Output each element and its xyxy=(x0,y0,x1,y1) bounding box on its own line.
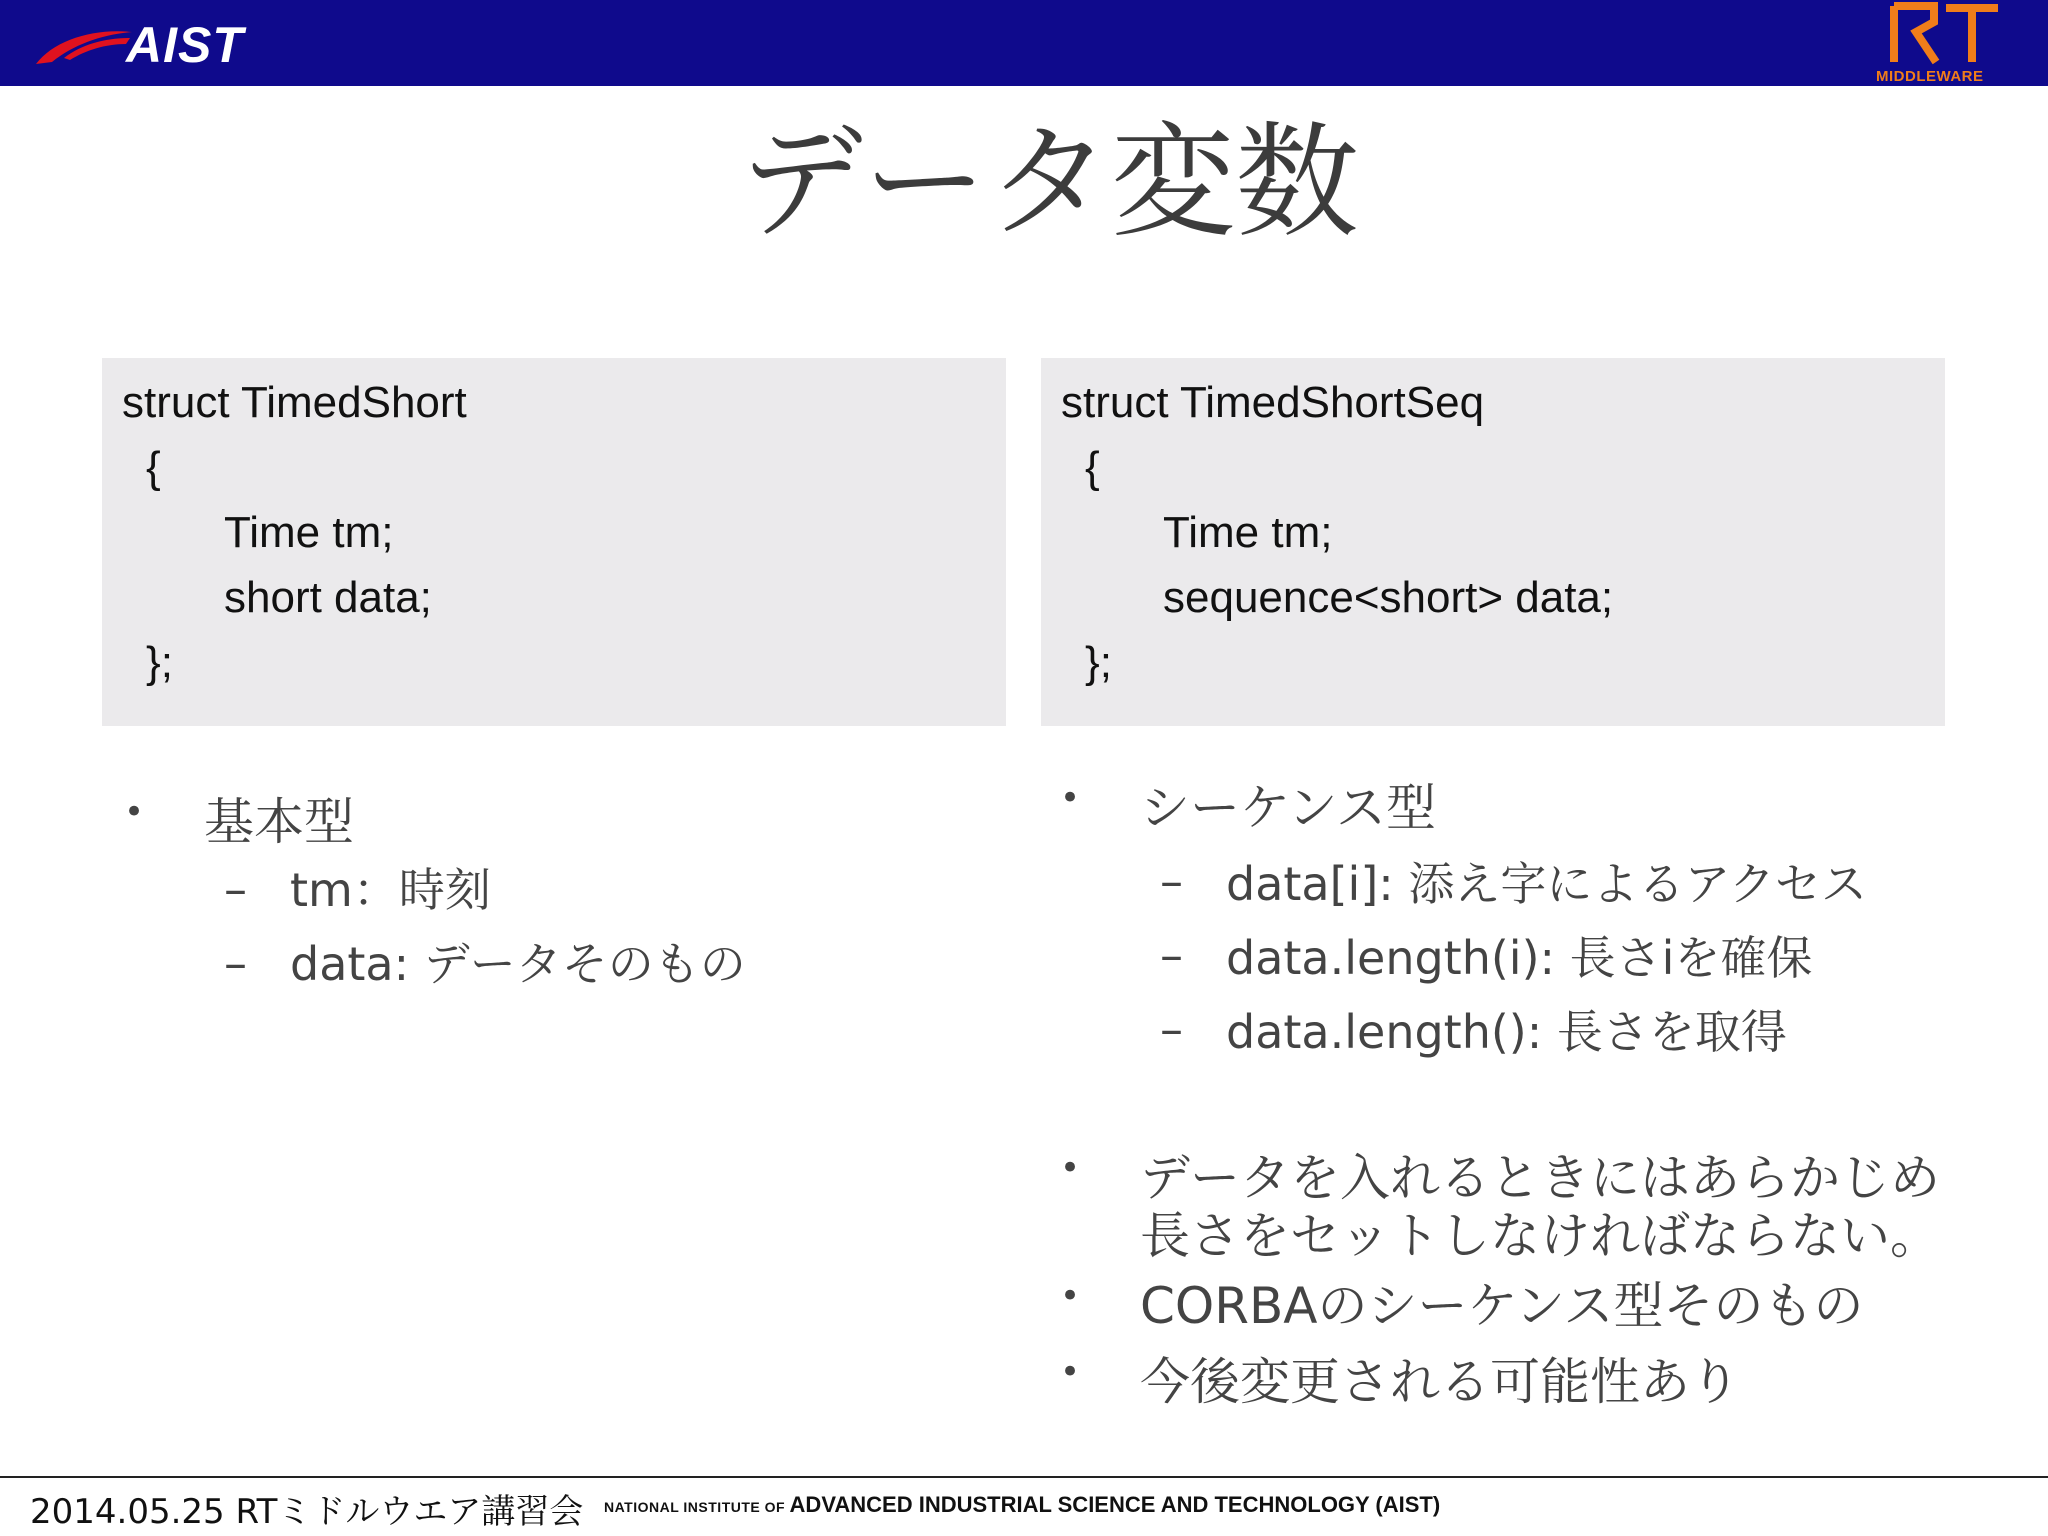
footer-institute-name: ADVANCED INDUSTRIAL SCIENCE AND TECHNOLOGY (AIST) xyxy=(789,1492,1441,1517)
list-item xyxy=(1060,1138,2020,1266)
bullet-dot-icon: • xyxy=(1060,1276,1081,1316)
footer-institute xyxy=(604,1492,1440,1518)
footer-divider xyxy=(0,1476,2048,1478)
bullet-dot-icon: • xyxy=(1060,1352,1081,1392)
slide-title: データ変数 xyxy=(738,111,1359,255)
rt-logo-subtitle: MIDDLEWARE xyxy=(1876,68,1984,85)
code-line: struct TimedShortSeq xyxy=(1061,378,1485,427)
aist-logo xyxy=(34,12,264,72)
dash-icon: – xyxy=(1160,854,1183,908)
sub-item-text: tm：時刻 xyxy=(290,863,491,917)
bullet-text: 基本型 xyxy=(204,793,354,851)
code-line: sequence<short> data; xyxy=(1163,573,1614,622)
bullet-text: シーケンス型 xyxy=(1140,779,1436,837)
code-line: short data; xyxy=(224,573,432,622)
sub-item-text: data: データそのもの xyxy=(290,937,746,991)
bullet-text-line: 長さをセットしなければならない。 xyxy=(1140,1207,1940,1265)
bullet-text: 今後変更される可能性あり xyxy=(1140,1353,1740,1411)
sub-list-item xyxy=(1160,848,2020,922)
sub-item-text: data.length(i): 長さiを確保 xyxy=(1226,931,1813,985)
code-line: }; xyxy=(146,638,173,687)
code-line: { xyxy=(146,443,161,492)
code-line: struct TimedShort xyxy=(122,378,467,427)
bullet-dot-icon: • xyxy=(1060,778,1081,818)
right-bullet-list xyxy=(1060,768,2020,1418)
footer-date-event: 2014.05.25 RTミドルウエア講習会 xyxy=(30,1492,584,1532)
footer-institute-prefix: NATIONAL INSTITUTE OF xyxy=(604,1499,786,1515)
bullet-text: CORBAのシーケンス型そのもの xyxy=(1140,1277,1864,1335)
sub-item-text: data.length(): 長さを取得 xyxy=(1226,1005,1787,1059)
code-line: Time tm; xyxy=(1163,508,1333,557)
left-bullet-list xyxy=(124,782,964,1022)
header-bar xyxy=(0,0,2048,86)
bullet-dot-icon: • xyxy=(124,792,145,832)
code-block-timed-short-seq xyxy=(1041,358,1945,726)
list-item xyxy=(1060,1266,2020,1342)
dash-icon: – xyxy=(224,936,247,990)
list-item xyxy=(1060,768,2020,848)
aist-swoosh-icon xyxy=(34,22,134,66)
rt-mark-icon xyxy=(1890,2,2002,66)
code-line: { xyxy=(1085,443,1100,492)
code-block-timed-short xyxy=(102,358,1006,726)
code-line: Time tm; xyxy=(224,508,394,557)
rt-middleware-logo xyxy=(1868,2,2018,84)
sub-list-item xyxy=(224,854,964,928)
dash-icon: – xyxy=(1160,928,1183,982)
code-line: }; xyxy=(1085,638,1112,687)
sub-list-item xyxy=(1160,922,2020,996)
sub-list-item xyxy=(224,928,964,1002)
sub-item-text: data[i]: 添え字によるアクセス xyxy=(1226,857,1868,911)
list-item xyxy=(1060,1342,2020,1418)
dash-icon: – xyxy=(1160,1002,1183,1056)
sub-list-item xyxy=(1160,996,2020,1070)
dash-icon: – xyxy=(224,862,247,916)
aist-logo-text: AIST xyxy=(126,17,244,73)
list-item xyxy=(124,782,964,854)
bullet-dot-icon: • xyxy=(1060,1148,1081,1188)
bullet-text-line: データを入れるときにはあらかじめ xyxy=(1140,1149,1940,1207)
